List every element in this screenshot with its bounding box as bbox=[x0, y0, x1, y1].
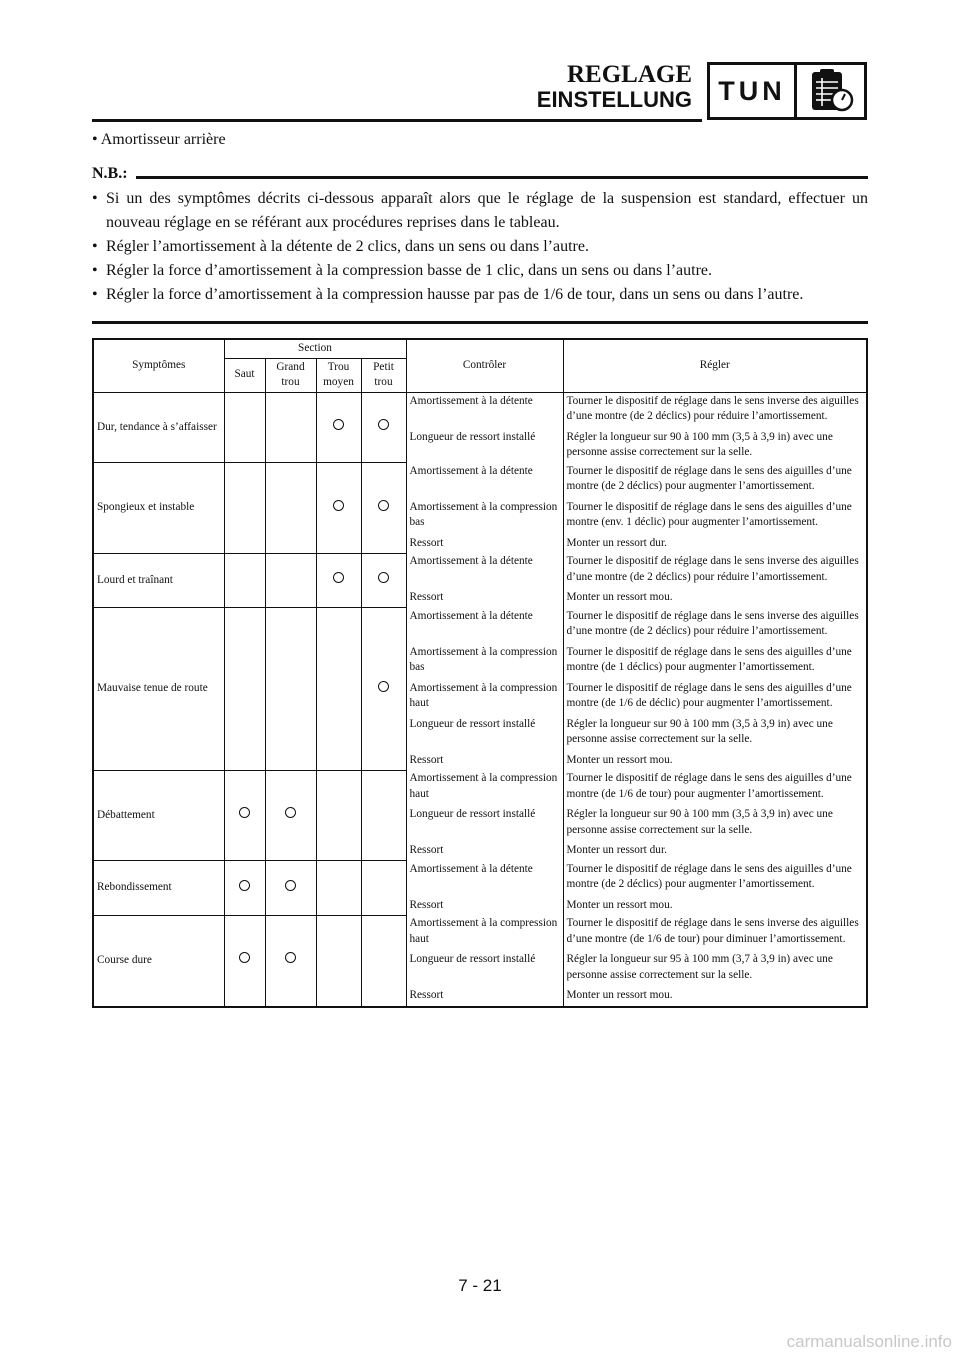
circle-mark-icon bbox=[333, 572, 344, 583]
check-cell: Ressort bbox=[406, 842, 563, 861]
section-mark-cell bbox=[361, 553, 406, 608]
section-mark-cell bbox=[265, 915, 316, 1007]
section-mark-cell bbox=[316, 861, 361, 916]
circle-mark-icon bbox=[239, 807, 250, 818]
adjust-cell: Tourner le dispositif de réglage dans le sens des aiguilles d’une montre (de 1/6 de tour) pour augmenter l’amortissement. bbox=[563, 770, 867, 806]
section-mark-cell bbox=[265, 861, 316, 916]
adjust-cell: Monter un ressort mou. bbox=[563, 752, 867, 771]
adjust-cell: Monter un ressort mou. bbox=[563, 987, 867, 1007]
header-petit-trou: Petit trou bbox=[361, 358, 406, 392]
table-body bbox=[93, 392, 867, 1007]
header-section: Section bbox=[224, 339, 406, 358]
symptom-cell: Lourd et traînant bbox=[93, 553, 224, 608]
circle-mark-icon bbox=[239, 880, 250, 891]
note-item: • Si un des symptômes décrits ci-dessous apparaît alors que le réglage de la suspension est standard, effectuer un nouveau réglage en se référant aux procédures reprises dans le tableau. bbox=[92, 187, 868, 235]
note-label: N.B.: bbox=[92, 165, 128, 182]
adjust-cell: Monter un ressort mou. bbox=[563, 897, 867, 916]
adjust-cell: Tourner le dispositif de réglage dans le sens des aiguilles d’une montre (de 1/6 de déclic) pour augmenter l’amortissement. bbox=[563, 680, 867, 716]
section-mark-cell bbox=[361, 392, 406, 463]
section-mark-cell bbox=[224, 861, 265, 916]
check-cell: Amortissement à la détente bbox=[406, 553, 563, 589]
adjust-cell: Régler la longueur sur 95 à 100 mm (3,7 à 3,9 in) avec une personne assise correctement sur la selle. bbox=[563, 951, 867, 987]
header-saut: Saut bbox=[224, 358, 265, 392]
section-mark-cell bbox=[316, 915, 361, 1007]
table-row bbox=[93, 608, 867, 644]
circle-mark-icon bbox=[285, 807, 296, 818]
check-cell: Amortissement à la compression haut bbox=[406, 915, 563, 951]
check-cell: Ressort bbox=[406, 752, 563, 771]
check-cell: Amortissement à la compression bas bbox=[406, 644, 563, 680]
note-block bbox=[92, 165, 868, 307]
check-cell: Amortissement à la compression bas bbox=[406, 499, 563, 535]
symptom-cell: Spongieux et instable bbox=[93, 463, 224, 554]
table-row bbox=[93, 463, 867, 499]
adjust-cell: Régler la longueur sur 90 à 100 mm (3,5 à 3,9 in) avec une personne assise correctement sur la selle. bbox=[563, 429, 867, 463]
section-mark-cell bbox=[224, 915, 265, 1007]
header-trou-moyen: Trou moyen bbox=[316, 358, 361, 392]
check-cell: Amortissement à la compression haut bbox=[406, 770, 563, 806]
symptom-cell: Rebondissement bbox=[93, 861, 224, 916]
section-mark-cell bbox=[265, 770, 316, 861]
section-mark-cell bbox=[316, 770, 361, 861]
table-row bbox=[93, 861, 867, 897]
adjust-cell: Tourner le dispositif de réglage dans le sens des aiguilles d’une montre (de 1 déclics) pour augmenter l’amortissement. bbox=[563, 644, 867, 680]
adjust-cell: Monter un ressort dur. bbox=[563, 535, 867, 554]
section-mark-cell bbox=[316, 553, 361, 608]
circle-mark-icon bbox=[285, 952, 296, 963]
adjust-cell: Tourner le dispositif de réglage dans le sens inverse des aiguilles d’une montre (de 2 déclics) pour réduire l’amortissement. bbox=[563, 392, 867, 429]
circle-mark-icon bbox=[333, 500, 344, 511]
adjust-cell: Tourner le dispositif de réglage dans le sens inverse des aiguilles d’une montre (de 2 déclics) pour réduire l’amortissement. bbox=[563, 553, 867, 589]
symptom-cell: Mauvaise tenue de route bbox=[93, 608, 224, 771]
check-cell: Amortissement à la compression haut bbox=[406, 680, 563, 716]
symptom-cell: Débattement bbox=[93, 770, 224, 861]
title-fr: REGLAGE bbox=[566, 61, 692, 88]
section-mark-cell bbox=[265, 463, 316, 554]
check-cell: Ressort bbox=[406, 897, 563, 916]
note-list bbox=[92, 187, 868, 307]
check-cell: Longueur de ressort installé bbox=[406, 951, 563, 987]
adjust-cell: Régler la longueur sur 90 à 100 mm (3,5 à 3,9 in) avec une personne assise correctement sur la selle. bbox=[563, 716, 867, 752]
section-mark-cell bbox=[316, 608, 361, 771]
section-mark-cell bbox=[265, 392, 316, 463]
check-cell: Amortissement à la détente bbox=[406, 608, 563, 644]
circle-mark-icon bbox=[378, 572, 389, 583]
settings-table bbox=[92, 338, 868, 1008]
note-end-rule bbox=[92, 321, 868, 324]
adjust-cell: Tourner le dispositif de réglage dans le sens inverse des aiguilles d’une montre (de 1/6 de tour) pour diminuer l’amortissement. bbox=[563, 915, 867, 951]
circle-mark-icon bbox=[378, 419, 389, 430]
note-rule bbox=[136, 176, 868, 179]
symptom-cell: Course dure bbox=[93, 915, 224, 1007]
circle-mark-icon bbox=[378, 681, 389, 692]
adjust-cell: Tourner le dispositif de réglage dans le sens des aiguilles d’une montre (de 2 déclics) pour augmenter l’amortissement. bbox=[563, 861, 867, 897]
section-mark-cell bbox=[224, 553, 265, 608]
circle-mark-icon bbox=[285, 880, 296, 891]
note-item: • Régler l’amortissement à la détente de 2 clics, dans un sens ou dans l’autre. bbox=[92, 235, 868, 259]
table-row bbox=[93, 915, 867, 951]
section-badge bbox=[707, 62, 867, 120]
page-number: 7 - 21 bbox=[458, 1276, 502, 1295]
header-controler: Contrôler bbox=[406, 339, 563, 392]
header-grand-trou: Grand trou bbox=[265, 358, 316, 392]
section-mark-cell bbox=[361, 463, 406, 554]
check-cell: Longueur de ressort installé bbox=[406, 806, 563, 842]
adjust-cell: Monter un ressort dur. bbox=[563, 842, 867, 861]
table-row bbox=[93, 770, 867, 806]
clipboard-stopwatch-icon bbox=[797, 65, 864, 117]
section-mark-cell bbox=[224, 608, 265, 771]
page-header bbox=[0, 0, 960, 125]
adjust-cell: Tourner le dispositif de réglage dans le sens inverse des aiguilles d’une montre (de 2 déclics) pour réduire l’amortissement. bbox=[563, 608, 867, 644]
section-code: TUN bbox=[710, 65, 797, 117]
table-row bbox=[93, 553, 867, 589]
check-cell: Ressort bbox=[406, 589, 563, 608]
circle-mark-icon bbox=[378, 500, 389, 511]
header-title bbox=[537, 62, 692, 111]
note-item: • Régler la force d’amortissement à la compression basse de 1 clic, dans un sens ou dans l’autre. bbox=[92, 259, 868, 283]
table-row bbox=[93, 392, 867, 429]
header-rule bbox=[92, 119, 702, 122]
circle-mark-icon bbox=[239, 952, 250, 963]
title-de: EINSTELLUNG bbox=[536, 87, 692, 112]
check-cell: Amortissement à la détente bbox=[406, 463, 563, 499]
header-symptomes: Symptômes bbox=[93, 339, 224, 392]
section-mark-cell bbox=[316, 463, 361, 554]
section-mark-cell bbox=[224, 392, 265, 463]
section-mark-cell bbox=[316, 392, 361, 463]
section-mark-cell bbox=[361, 861, 406, 916]
section-mark-cell bbox=[361, 915, 406, 1007]
intro-bullet: • Amortisseur arrière bbox=[92, 131, 226, 148]
note-header bbox=[92, 165, 868, 183]
symptom-cell: Dur, tendance à s’affaisser bbox=[93, 392, 224, 463]
check-cell: Longueur de ressort installé bbox=[406, 716, 563, 752]
check-cell: Ressort bbox=[406, 987, 563, 1007]
section-mark-cell bbox=[265, 608, 316, 771]
intro-bullet-text: Amortisseur arrière bbox=[100, 131, 226, 148]
note-item: • Régler la force d’amortissement à la compression hausse par pas de 1/6 de tour, dans un sens ou dans l’autre. bbox=[92, 283, 868, 307]
adjust-cell: Monter un ressort mou. bbox=[563, 589, 867, 608]
header-regler: Régler bbox=[563, 339, 867, 392]
check-cell: Amortissement à la détente bbox=[406, 861, 563, 897]
section-mark-cell bbox=[265, 553, 316, 608]
section-mark-cell bbox=[224, 463, 265, 554]
watermark: carmanualsonline.info bbox=[786, 1332, 952, 1351]
check-cell: Amortissement à la détente bbox=[406, 392, 563, 429]
adjust-cell: Régler la longueur sur 90 à 100 mm (3,5 à 3,9 in) avec une personne assise correctement sur la selle. bbox=[563, 806, 867, 842]
circle-mark-icon bbox=[333, 419, 344, 430]
adjust-cell: Tourner le dispositif de réglage dans le sens des aiguilles d’une montre (env. 1 déclic) pour augmenter l’amortissement. bbox=[563, 499, 867, 535]
section-mark-cell bbox=[361, 608, 406, 771]
adjust-cell: Tourner le dispositif de réglage dans le sens des aiguilles d’une montre (de 2 déclics) pour augmenter l’amortissement. bbox=[563, 463, 867, 499]
section-mark-cell bbox=[224, 770, 265, 861]
section-mark-cell bbox=[361, 770, 406, 861]
check-cell: Ressort bbox=[406, 535, 563, 554]
check-cell: Longueur de ressort installé bbox=[406, 429, 563, 463]
